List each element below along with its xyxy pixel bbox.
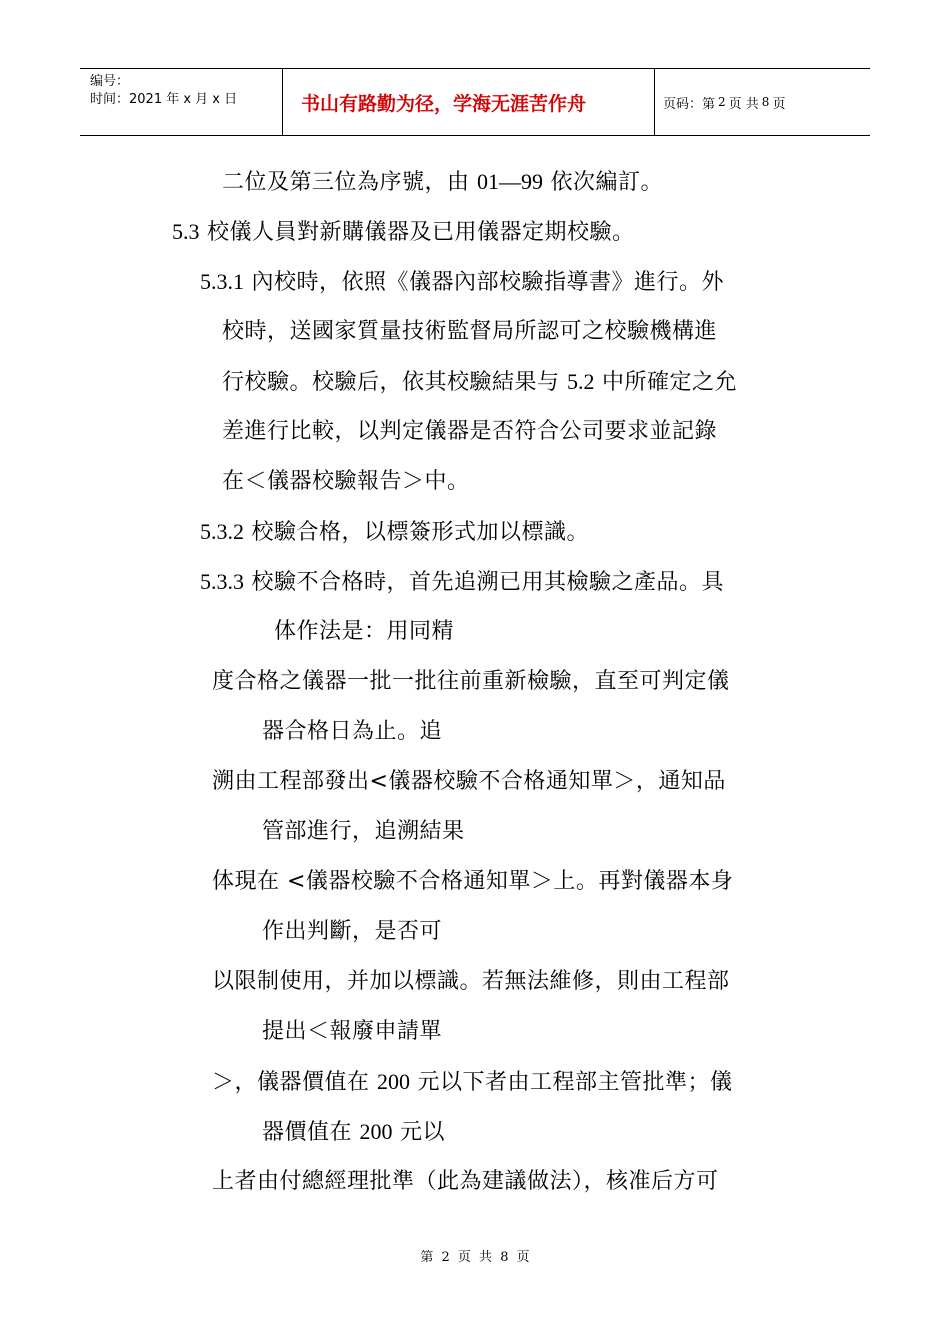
body-line: 行校驗。校驗后，依其校驗結果与 5.2 中所確定之允 xyxy=(222,369,737,395)
header-page-indicator xyxy=(655,69,870,135)
body-line: 体作法是：用同精 xyxy=(274,619,455,644)
document-header xyxy=(80,68,870,136)
page-footer: 第 2 页 共 8 页 xyxy=(420,1250,530,1265)
page-total: 8 xyxy=(761,95,770,109)
header-meta xyxy=(80,69,282,135)
page-label: 页码：第 xyxy=(663,96,716,112)
body-line: 作出判斷，是否可 xyxy=(262,919,443,944)
body-line: 5.3.2 校驗合格，以標簽形式加以標識。 xyxy=(200,519,589,545)
page-label-end: 页 xyxy=(772,96,786,112)
body-line: 上者由付總經理批準（此為建議做法），核准后方可 xyxy=(212,1169,719,1194)
section-heading: 5.3 校儀人員對新購儀器及已用儀器定期校驗。 xyxy=(172,219,635,245)
body-line: 体現在 <儀器校驗不合格通知單＞上。再對儀器本身 xyxy=(212,869,734,894)
document-date-label: 时间：2021 年 x 月 x 日 xyxy=(90,92,238,107)
body-line: 提出＜報廢申請單 xyxy=(262,1019,443,1044)
body-line: 管部進行，追溯結果 xyxy=(262,819,465,844)
body-line: 差進行比較，以判定儀器是否符合公司要求並記錄 xyxy=(222,419,718,444)
body-line: 以限制使用，并加以標識。若無法維修，則由工程部 xyxy=(212,969,730,994)
body-line: 二位及第三位為序號，由 01—99 依次編訂。 xyxy=(222,169,663,195)
body-line: ＞，儀器價值在 200 元以下者由工程部主管批準；儀 xyxy=(212,1069,733,1095)
body-line: 器合格日為止。追 xyxy=(262,719,443,744)
body-line: 器價值在 200 元以 xyxy=(262,1119,445,1145)
body-line: 溯由工程部發出<儀器校驗不合格通知單＞，通知品 xyxy=(212,769,726,794)
body-line: 5.3.1 內校時，依照《儀器內部校驗指導書》進行。外 xyxy=(200,269,724,295)
page-label-mid: 页 共 xyxy=(728,96,759,112)
document-code-label: 编号： xyxy=(90,74,130,89)
body-line: 5.3.3 校驗不合格時，首先追溯已用其檢驗之產品。具 xyxy=(200,569,724,595)
body-line: 度合格之儀器一批一批往前重新檢驗，直至可判定儀 xyxy=(212,669,730,694)
body-line: 在＜儀器校驗報告＞中。 xyxy=(222,469,470,494)
page-number: 2 xyxy=(718,95,726,109)
header-motto: 书山有路勤为径，学海无涯苦作舟 xyxy=(282,69,655,135)
body-line: 校時，送國家質量技術監督局所認可之校驗機構進 xyxy=(222,319,718,344)
